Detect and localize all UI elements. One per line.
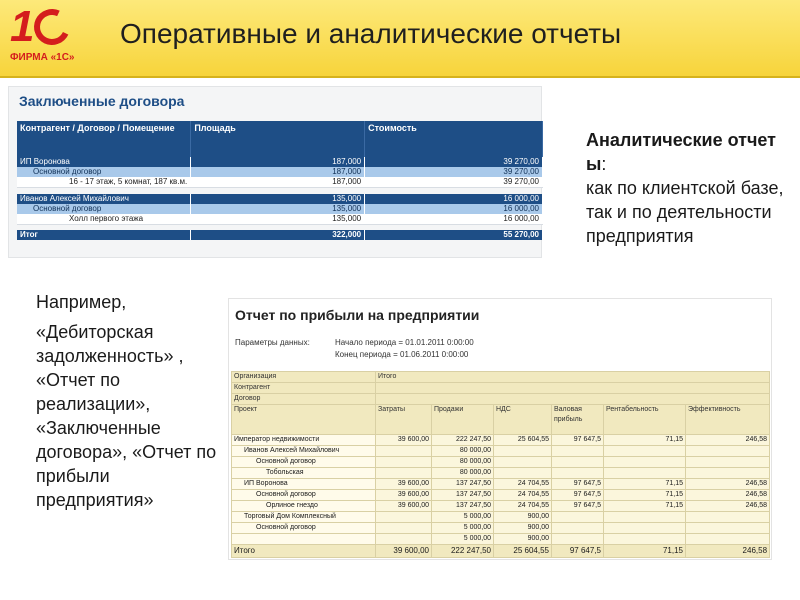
cell-name: Холл первого этажа — [17, 214, 191, 225]
cell-cost: 55 270,00 — [365, 230, 543, 240]
cell-project: Основной договор — [232, 457, 376, 468]
cell-area: 187,000 — [191, 157, 365, 167]
total-row[interactable] — [232, 545, 770, 558]
cell-project: Иванов Алексей Михайлович — [232, 446, 376, 457]
report-parameters — [235, 337, 474, 361]
header-spacer — [376, 383, 770, 394]
cell-cost: 16 000,00 — [365, 214, 543, 225]
header-row-contract — [232, 394, 770, 405]
cell-value — [552, 446, 604, 457]
cell-value: 246,58 — [686, 479, 770, 490]
table-row[interactable] — [17, 157, 543, 167]
cell-name: Основной договор — [17, 204, 191, 214]
cell-value: 246,58 — [686, 545, 770, 558]
column-header[interactable]: Стоимость — [365, 121, 543, 157]
cell-value: 97 647,5 — [552, 479, 604, 490]
table-row[interactable] — [17, 194, 543, 204]
cell-name: Итог — [17, 230, 191, 240]
cell-value — [552, 512, 604, 523]
cell-project: Торговый Дом Комплексный — [232, 512, 376, 523]
table-row[interactable] — [232, 501, 770, 512]
header-row-project — [232, 405, 770, 435]
logo-mark-one: 1 — [10, 2, 33, 51]
cell-value — [686, 534, 770, 545]
logo-mark-c-ring — [29, 4, 75, 50]
1c-logo-mark — [10, 2, 70, 51]
contracts-report — [8, 86, 542, 258]
cell-area: 135,000 — [191, 204, 365, 214]
cell-value: 39 600,00 — [376, 545, 432, 558]
cell-value — [552, 534, 604, 545]
table-row[interactable] — [17, 214, 543, 225]
cell-value — [494, 468, 552, 479]
cell-value: 97 647,5 — [552, 545, 604, 558]
cell-cost: 39 270,00 — [365, 177, 543, 188]
cell-value: 900,00 — [494, 523, 552, 534]
logo-text: ФИРМА «1С» — [10, 52, 75, 63]
header-total[interactable]: Итого — [376, 372, 770, 383]
cell-value: 39 600,00 — [376, 479, 432, 490]
profit-table — [231, 371, 770, 558]
cell-value: 222 247,50 — [432, 545, 494, 558]
header-contract[interactable]: Договор — [232, 394, 376, 405]
slide-header — [0, 0, 800, 78]
cell-value: 97 647,5 — [552, 490, 604, 501]
header-row-counterparty — [232, 383, 770, 394]
cell-value — [604, 534, 686, 545]
cell-name: Иванов Алексей Михайлович — [17, 194, 191, 204]
cell-area: 135,000 — [191, 214, 365, 225]
examples-body: «Дебиторская задолженность» , «Отчет по реализации», «Заключенные договора», «Отчет по прибыли предприятия» — [36, 322, 217, 510]
cell-value: 25 604,55 — [494, 435, 552, 446]
cell-project: Тобольская — [232, 468, 376, 479]
column-header[interactable]: Площадь — [191, 121, 365, 157]
cell-value: 137 247,50 — [432, 490, 494, 501]
table-row[interactable] — [17, 167, 543, 177]
cell-project: Итого — [232, 545, 376, 558]
table-row[interactable] — [17, 177, 543, 188]
cell-value: 80 000,00 — [432, 446, 494, 457]
cell-value — [686, 523, 770, 534]
cell-value: 137 247,50 — [432, 501, 494, 512]
cell-value — [494, 457, 552, 468]
cell-area: 135,000 — [191, 194, 365, 204]
column-header[interactable]: НДС — [494, 405, 552, 435]
column-header[interactable]: Эффективность — [686, 405, 770, 435]
period-start: Начало периода = 01.01.2011 0:00:00 — [335, 338, 474, 347]
cell-value: 80 000,00 — [432, 457, 494, 468]
cell-value: 97 647,5 — [552, 435, 604, 446]
cell-value: 246,58 — [686, 501, 770, 512]
cell-value — [604, 512, 686, 523]
cell-value: 71,15 — [604, 435, 686, 446]
cell-value — [376, 446, 432, 457]
cell-project: ИП Воронова — [232, 479, 376, 490]
cell-value — [552, 468, 604, 479]
examples-intro: Например, — [36, 292, 127, 312]
table-row[interactable] — [232, 446, 770, 457]
column-header[interactable]: Продажи — [432, 405, 494, 435]
params-label: Параметры данных: — [235, 338, 310, 347]
header-counterparty[interactable]: Контрагент — [232, 383, 376, 394]
cell-area: 322,000 — [191, 230, 365, 240]
table-row[interactable] — [232, 512, 770, 523]
cell-value — [686, 512, 770, 523]
cell-cost: 16 000,00 — [365, 194, 543, 204]
analytic-heading: Аналитические отчеты — [586, 130, 776, 174]
cell-project — [232, 534, 376, 545]
table-row[interactable] — [232, 534, 770, 545]
cell-value: 39 600,00 — [376, 501, 432, 512]
cell-project: Основной договор — [232, 490, 376, 501]
cell-cost: 39 270,00 — [365, 157, 543, 167]
table-row[interactable] — [232, 457, 770, 468]
cell-name: Основной договор — [17, 167, 191, 177]
contracts-report-title: Заключенные договора — [19, 93, 185, 109]
table-row[interactable] — [232, 435, 770, 446]
cell-value — [604, 457, 686, 468]
cell-value — [604, 446, 686, 457]
cell-value: 222 247,50 — [432, 435, 494, 446]
analytic-reports-note — [586, 128, 786, 248]
cell-value — [686, 468, 770, 479]
header-row-org — [232, 372, 770, 383]
table-row[interactable] — [17, 204, 543, 214]
cell-value — [552, 457, 604, 468]
cell-project: Основной договор — [232, 523, 376, 534]
cell-value — [494, 446, 552, 457]
cell-value: 25 604,55 — [494, 545, 552, 558]
cell-value — [376, 534, 432, 545]
cell-value: 5 000,00 — [432, 534, 494, 545]
cell-value: 71,15 — [604, 545, 686, 558]
period-end: Конец периода = 01.06.2011 0:00:00 — [335, 350, 469, 359]
cell-value: 900,00 — [494, 512, 552, 523]
header-spacer — [376, 394, 770, 405]
analytic-colon: : — [601, 154, 607, 174]
cell-value — [376, 468, 432, 479]
cell-value: 137 247,50 — [432, 479, 494, 490]
cell-value — [686, 446, 770, 457]
cell-value: 71,15 — [604, 490, 686, 501]
header-organization[interactable]: Организация — [232, 372, 376, 383]
cell-value: 97 647,5 — [552, 501, 604, 512]
cell-value — [686, 457, 770, 468]
cell-value: 39 600,00 — [376, 490, 432, 501]
cell-value: 24 704,55 — [494, 479, 552, 490]
cell-cost: 39 270,00 — [365, 167, 543, 177]
column-header[interactable]: Затраты — [376, 405, 432, 435]
cell-value: 24 704,55 — [494, 501, 552, 512]
header-project[interactable]: Проект — [232, 405, 376, 435]
cell-value: 39 600,00 — [376, 435, 432, 446]
cell-project: Орлиное гнездо — [232, 501, 376, 512]
cell-value: 80 000,00 — [432, 468, 494, 479]
cell-value: 5 000,00 — [432, 523, 494, 534]
column-header[interactable]: Рентабельность — [604, 405, 686, 435]
examples-note — [36, 290, 224, 512]
cell-value — [552, 523, 604, 534]
cell-value — [604, 468, 686, 479]
cell-value: 24 704,55 — [494, 490, 552, 501]
cell-value: 246,58 — [686, 490, 770, 501]
cell-value — [376, 523, 432, 534]
column-header[interactable]: Контрагент / Договор / Помещение — [17, 121, 191, 157]
profit-report-title: Отчет по прибыли на предприятии — [235, 307, 480, 323]
cell-area: 187,000 — [191, 167, 365, 177]
cell-name: 16 - 17 этаж, 5 комнат, 187 кв.м. — [17, 177, 191, 188]
cell-value: 900,00 — [494, 534, 552, 545]
cell-cost: 16 000,00 — [365, 204, 543, 214]
table-row[interactable] — [232, 479, 770, 490]
contracts-table — [17, 121, 543, 240]
cell-value: 71,15 — [604, 501, 686, 512]
table-row[interactable] — [232, 468, 770, 479]
table-row[interactable] — [17, 230, 543, 240]
cell-value — [376, 457, 432, 468]
table-row[interactable] — [232, 490, 770, 501]
cell-value: 5 000,00 — [432, 512, 494, 523]
cell-value: 71,15 — [604, 479, 686, 490]
table-row[interactable] — [232, 523, 770, 534]
slide-title: Оперативные и аналитические отчеты — [120, 18, 622, 49]
cell-area: 187,000 — [191, 177, 365, 188]
analytic-body: как по клиентской базе, так и по деятельности предприятия — [586, 178, 784, 246]
cell-name: ИП Воронова — [17, 157, 191, 167]
column-header[interactable]: Валовая прибыль — [552, 405, 604, 435]
1c-logo — [8, 2, 92, 66]
profit-report — [228, 298, 772, 560]
cell-project: Император недвижимости — [232, 435, 376, 446]
contracts-header-row — [17, 121, 543, 157]
cell-value — [604, 523, 686, 534]
cell-value: 246,58 — [686, 435, 770, 446]
cell-value — [376, 512, 432, 523]
